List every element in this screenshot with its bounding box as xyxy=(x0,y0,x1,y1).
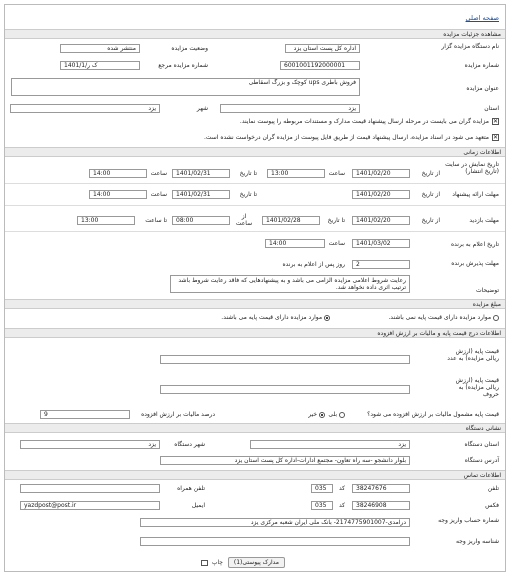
section-contact: اطلاعات تماس xyxy=(5,470,505,480)
status-label: وضعیت مزایده xyxy=(171,45,208,52)
fax-label: فکس xyxy=(485,502,499,509)
phone-code-field: 035 xyxy=(311,484,333,493)
view-from-date-field: 1401/02/20 xyxy=(352,169,410,178)
visit-to-date-label: تا تاریخ xyxy=(327,217,345,224)
visit-from-date-field: 1401/02/20 xyxy=(352,216,410,225)
offer-to-time-field: 14:00 xyxy=(89,190,147,199)
note2-checkbox[interactable]: ✕ xyxy=(492,134,498,141)
section-base-price: اطلاعات درج قیمت پایه و مالیات بر ارزش افزوده xyxy=(5,328,505,338)
section-auction-details: مشاهده جزئیات مزایده xyxy=(5,29,505,39)
email-field: yazdpost@post.ir xyxy=(20,501,160,510)
print-icon xyxy=(201,560,208,566)
view-date-label: تاریخ نمایش در سایت (تاریخ انتشار) xyxy=(445,161,499,175)
divider xyxy=(5,205,505,206)
no-base-price-radio[interactable] xyxy=(493,315,499,321)
number-label: شماره مزایده xyxy=(464,62,499,69)
org-field: اداره کل پست استان یزد xyxy=(285,44,360,53)
view-to-time-field: 14:00 xyxy=(89,169,147,178)
email-label: ایمیل xyxy=(191,502,205,509)
mobile-field xyxy=(20,484,160,493)
description-field: رعایت شروط اعلامی مزایده الزامی می باشد و به پیشنهادهایی که فاقد رعایت شروط باشد ترتیب اثری داده نخواهد شد. xyxy=(170,275,410,293)
account-label: شماره حساب واریز وجه xyxy=(438,517,499,524)
offer-to-date-label: تا تاریخ xyxy=(239,191,257,198)
account-field: درآمدی-2174775901007- بانک ملی ایران شعبه مرکزی یزد xyxy=(140,518,410,527)
vat-yes-label: بلی xyxy=(328,411,338,418)
option-no-base-price[interactable] xyxy=(388,314,499,321)
visit-to-time-field: 13:00 xyxy=(77,216,135,225)
vat-percent-label: درصد مالیات بر ارزش افزوده xyxy=(141,411,215,418)
with-base-price-radio[interactable] xyxy=(324,315,330,321)
view-from-date-label: از تاریخ xyxy=(421,170,440,177)
org-city-field: یزد xyxy=(20,440,160,449)
section-auction-amount: مبلغ مزایده xyxy=(5,299,505,309)
offer-to-time-label: ساعت xyxy=(150,191,167,198)
with-base-price-label: موارد مزایده دارای قیمت پایه می باشند. xyxy=(221,314,323,321)
org-address-field: بلوار دانشجو -سه راه تعاون- مجتمع ادارات-اداره کل پست استان یزد xyxy=(160,456,410,465)
attachments-button[interactable]: مدارک پیوستی(1) xyxy=(228,557,285,568)
vat-no-option[interactable] xyxy=(308,411,325,418)
visit-from-date-label: از تاریخ xyxy=(421,217,440,224)
divider xyxy=(5,183,505,184)
view-to-time-label: ساعت xyxy=(150,170,167,177)
phone-label: تلفن xyxy=(487,485,499,492)
winner-deadline-unit: روز پس از اعلام به برنده xyxy=(282,261,345,268)
no-base-price-label: موارد مزایده دارای قیمت پایه نمی باشند. xyxy=(388,314,492,321)
mobile-label: تلفن همراه xyxy=(177,485,205,492)
section-time-info: اطلاعات زمانی xyxy=(5,147,505,157)
title-label: عنوان مزایده xyxy=(466,85,499,92)
status-field: منتشر شده xyxy=(60,44,140,53)
note2-text: متعهد می شود در اسناد مزایده، ارسال پیشنهاد قیمت از طریق فایل پیوست از مزایده گران درخواست نشده است. xyxy=(203,134,489,141)
section-delivery-address: نشانی دستگاه xyxy=(5,423,505,433)
phone-code-label: کد xyxy=(338,485,345,492)
fax-code-label: کد xyxy=(338,502,345,509)
fax-field: 38246908 xyxy=(352,501,410,510)
divider xyxy=(5,231,505,232)
view-to-date-field: 1401/02/31 xyxy=(172,169,230,178)
number-field: 6001001192000001 xyxy=(280,61,360,70)
print-label: چاپ xyxy=(211,559,223,566)
deposit-id-field xyxy=(140,537,410,546)
phone-field: 38247676 xyxy=(352,484,410,493)
ref-number-label: شماره مزایده مرجع xyxy=(158,62,208,69)
print-link[interactable] xyxy=(201,559,223,566)
home-link[interactable]: صفحه اصلی xyxy=(465,14,499,22)
winner-time-field: 14:00 xyxy=(265,239,325,248)
note1-checkbox[interactable]: ✕ xyxy=(492,118,498,125)
org-province-label: استان دستگاه xyxy=(464,441,499,448)
vat-percent-field: 9 xyxy=(40,410,130,419)
visit-to-date-field: 1401/02/28 xyxy=(262,216,320,225)
winner-time-label: ساعت xyxy=(328,240,345,247)
base-price-number-field xyxy=(160,355,410,364)
description-label: توضیحات xyxy=(475,287,499,294)
visit-to-time-label: تا ساعت xyxy=(145,217,167,224)
offer-from-date-label: از تاریخ xyxy=(421,191,440,198)
winner-deadline-field: 2 xyxy=(352,260,410,269)
city-field: یزد xyxy=(10,104,160,113)
deposit-id-label: شناسه واریز وجه xyxy=(456,538,499,545)
org-address-label: آدرس دستگاه xyxy=(464,457,499,464)
visit-from-time-field: 08:00 xyxy=(172,216,230,225)
winner-deadline-label: مهلت پذیرش برنده xyxy=(451,260,499,267)
winner-date-field: 1401/03/02 xyxy=(352,239,410,248)
vat-yes-radio[interactable] xyxy=(339,412,345,418)
vat-question-label: قیمت پایه مشمول مالیات بر ارزش افزوده می شود؟ xyxy=(367,411,499,418)
ref-number-field: 1401/1/ک ر xyxy=(60,61,140,70)
city-label: شهر xyxy=(196,105,208,112)
view-from-time-field: 13:00 xyxy=(267,169,325,178)
org-city-label: شهر دستگاه xyxy=(174,441,205,448)
base-price-number-label: قیمت پایه (ارزش ریالی مزایده) به عدد xyxy=(447,348,499,362)
org-label: نام دستگاه مزایده گزار xyxy=(441,43,499,50)
org-province-field: یزد xyxy=(250,440,410,449)
province-label: استان xyxy=(484,105,499,112)
vat-yes-option[interactable] xyxy=(328,411,345,418)
offer-to-date-field: 1401/02/31 xyxy=(172,190,230,199)
offer-deadline-label: مهلت ارائه پیشنهاد xyxy=(452,191,499,198)
visit-from-time-label: از ساعت xyxy=(235,213,253,227)
note1-text: مزایده گران می بایست در مرحله ارسال پیشنهاد قیمت مدارک و مستندات مربوطه را پیوست نمایند. xyxy=(239,118,489,125)
visit-deadline-label: مهلت بازدید xyxy=(469,217,499,224)
vat-no-label: خیر xyxy=(308,411,318,418)
view-to-date-label: تا تاریخ xyxy=(239,170,257,177)
offer-from-date-field: 1401/02/20 xyxy=(352,190,410,199)
title-field: فروش باطری ups کوچک و بزرگ اسقاطی xyxy=(11,78,360,96)
fax-code-field: 035 xyxy=(311,501,333,510)
view-from-time-label: ساعت xyxy=(328,170,345,177)
option-with-base-price[interactable] xyxy=(221,314,330,321)
base-price-letters-label: قیمت پایه (ارزش ریالی مزایده) به حروف xyxy=(455,377,499,398)
page-frame xyxy=(4,4,506,572)
vat-no-radio[interactable] xyxy=(319,412,325,418)
base-price-letters-field xyxy=(160,385,410,394)
winner-date-label: تاریخ اعلام به برنده xyxy=(450,241,499,248)
province-field: یزد xyxy=(220,104,360,113)
